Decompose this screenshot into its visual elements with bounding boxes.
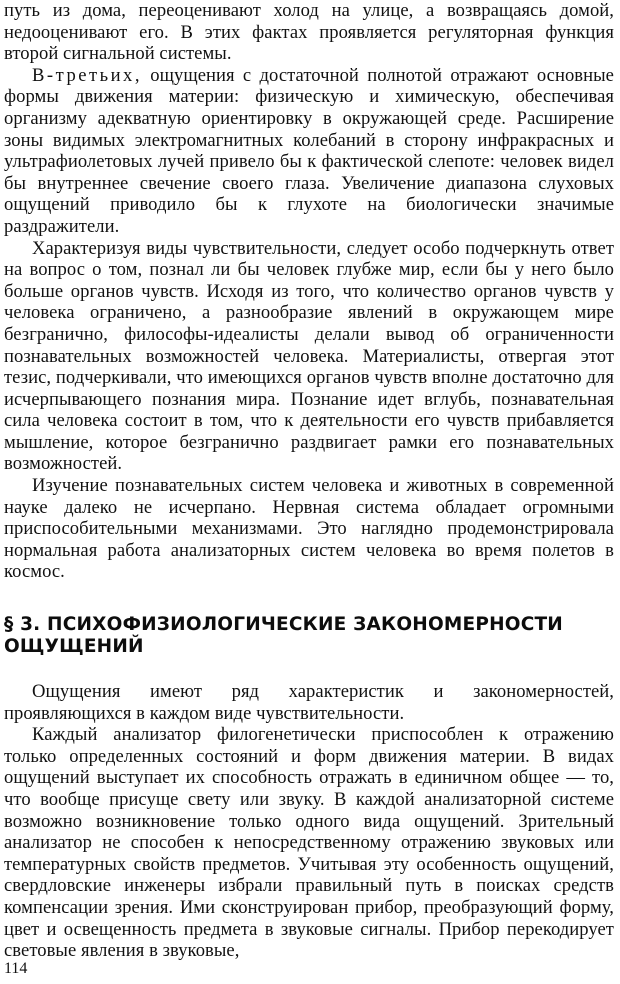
text-before-heading (4, 0, 614, 583)
paragraph-3-text: Характеризуя виды чувствительности, следует особо подчеркнуть ответ на вопрос о том, познал ли бы человек глубже мир, если бы у него было больше органов чувств. Исходя из того, что количество органов чувств у человека ограничено, а разнообразие явлений в окружающем мире безгранично, философы-идеалисты делали вывод об ограниченности познавательных возможностей человека. Материалисты, отвергая этот тезис, подчеркивали, что имеющихся органов чувств вполне достаточно для исчерпывающего познания мира. Познание идет вглубь, познавательная сила человека состоит в том, что к деятельности его чувств прибавляется мышление, которое безгранично раздвигает рамки его познавательных возможностей. (4, 237, 614, 475)
paragraph-2 (4, 65, 614, 238)
section-heading-line-1: § 3. ПСИХОФИЗИОЛОГИЧЕСКИЕ ЗАКОНОМЕРНОСТИ (4, 614, 563, 636)
paragraph-1 (4, 0, 614, 65)
paragraph-4-text: Изучение познавательных систем человека и животных в современной науке далеко не исчерпано. Нервная система обладает огромными приспособительными механизмами. Это наглядно продемонстрировала нормальная работа анализаторных систем человека во время полетов в космос. (4, 475, 614, 583)
paragraph-3 (4, 238, 614, 476)
section-heading-line-2: ОЩУЩЕНИЙ (4, 636, 144, 658)
section-heading (4, 614, 614, 658)
paragraph-6-text: Каждый анализатор филогенетически приспособлен к отражению только определенных состояний и форм движения материи. В видах ощущений выступает их способность отражать в единичном общее — то, что вообще присуще свету или звуку. В каждой анализаторной системе возможно возникновение только одного вида ощущений. Зрительный анализатор не способен к непосредственному отражению звуковых или температурных свойств предметов. Учитывая эту особенность ощущений, свердловские инженеры избрали правильный путь в поисках средств компенсации зрения. Ими сконструирован прибор, преобразующий форму, цвет и освещенность предмета в звуковые сигналы. Прибор перекодирует световые явления в звуковые, (4, 724, 614, 962)
paragraph-5-text: Ощущения имеют ряд характеристик и закономерностей, проявляющихся в каждом виде чувствительности. (4, 681, 614, 724)
paragraph-5 (4, 681, 614, 724)
paragraph-4 (4, 475, 614, 583)
paragraph-2-text: ощущения с достаточной полнотой отражают основные формы движения материи: физическую и химическую, обеспечивая организму адекватную ориентировку в окружающей среде. Расширение зоны видимых электромагнитных колебаний в сторону инфракрасных и ультрафиолетовых лучей привело бы к фактической слепоте: человек видел бы внутреннее свечение своего глаза. Увеличение диапазона слуховых ощущений приводило бы к глухоте на биологически значимые раздражители. (4, 64, 614, 237)
page-number: 114 (4, 960, 28, 977)
paragraph-2-lead: В-третьих, (32, 64, 142, 86)
paragraph-1-text: путь из дома, переоценивают холод на улице, а возвращаясь домой, недооценивают его. В этих фактах проявляется регуляторная функция второй сигнальной системы. (4, 0, 614, 65)
text-after-heading (4, 681, 614, 962)
paragraph-6 (4, 724, 614, 962)
